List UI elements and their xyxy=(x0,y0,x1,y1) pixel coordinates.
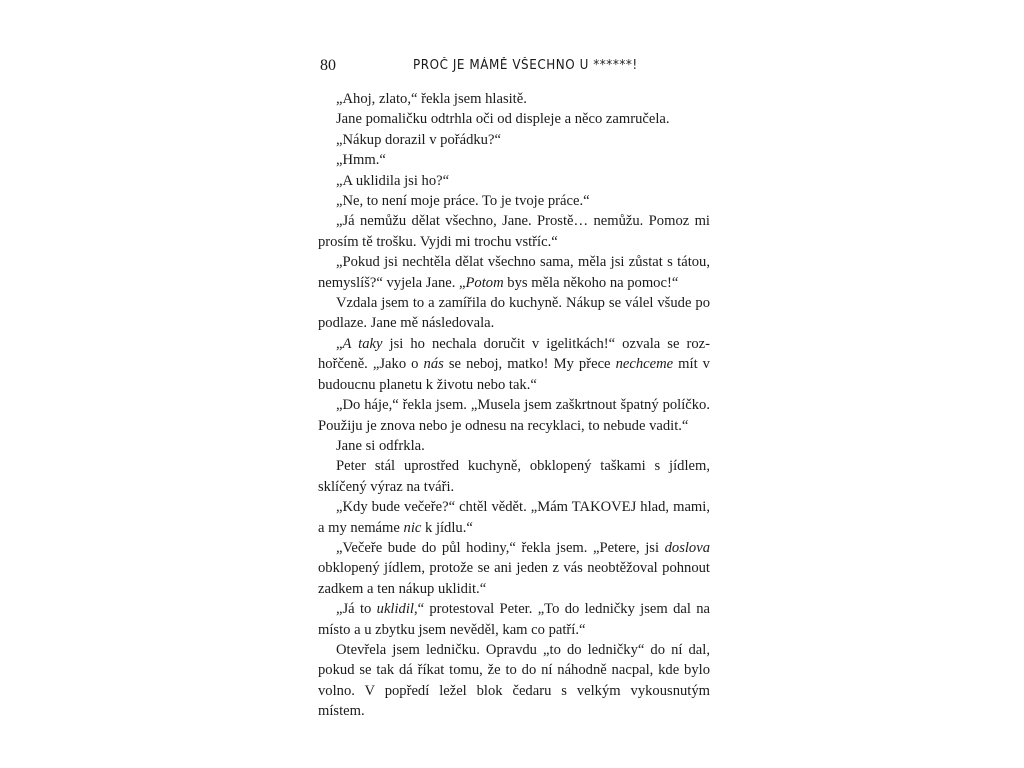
paragraph xyxy=(318,395,710,436)
text-run: ,“ protestoval Peter. „To do ledničky jsem dal na místo a u zbytku jsem nevěděl, kam co patří.“ xyxy=(318,601,710,638)
paragraph xyxy=(318,640,710,722)
body-text xyxy=(318,89,710,722)
italic-text: nás xyxy=(423,356,444,373)
paragraph xyxy=(318,89,710,109)
text-run: „Do háje,“ řekla jsem. „Musela jsem zaškrtnout špatný políčko. Použiju je znova nebo je odnesu na recyklaci, to nebude vadit.“ xyxy=(318,397,710,434)
text-run: „ xyxy=(336,335,343,352)
text-run: „Kdy bude večeře?“ chtěl vědět. „Mám TAKOVEJ hlad, mami, a my nemáme xyxy=(318,499,710,536)
text-run: „Hmm.“ xyxy=(336,152,386,169)
paragraph xyxy=(318,456,710,497)
paragraph xyxy=(318,109,710,129)
running-head xyxy=(318,55,710,77)
italic-text: nechceme xyxy=(615,356,674,373)
text-run: „Já to xyxy=(336,601,377,618)
text-run: Jane pomaličku odtrhla oči od displeje a něco zamručela. xyxy=(336,111,670,128)
text-run: Jane si odfrkla. xyxy=(336,437,425,454)
text-run: „Nákup dorazil v pořádku?“ xyxy=(336,131,501,148)
paragraph xyxy=(318,436,710,456)
chapter-title: PROČ JE MÁMĚ VŠECHNO U ******! xyxy=(413,58,638,73)
text-run: obklopený jídlem, protože se ani jeden z vás neobtěžoval pohnout zadkem a ten nákup uklidit.“ xyxy=(318,560,710,597)
text-run: jsi ho nechala doručit v igelitkách!“ ozvala se rozhořčeně. „Jako o xyxy=(318,335,710,373)
paragraph xyxy=(318,150,710,170)
paragraph xyxy=(318,171,710,191)
italic-text: nic xyxy=(403,519,422,536)
italic-text: Potom xyxy=(465,274,504,291)
text-run: Otevřela jsem ledničku. Opravdu „to do ledničky“ do ní dal, pokud se tak dá říkat tomu, že to do ní náhodně nacpal, kde bylo volno. V popředí ležel blok čedaru s velkým vykousnutým místem. xyxy=(318,641,710,720)
text-run: „Pokud jsi nechtěla dělat všechno sama, měla jsi zůstat s tátou, nemyslíš?“ vyjela Jane. „ xyxy=(318,254,710,291)
text-run: „Ahoj, zlato,“ řekla jsem hlasitě. xyxy=(336,91,527,107)
paragraph xyxy=(318,211,710,252)
text-run: Peter stál uprostřed kuchyně, obklopený taškami s jídlem, sklíčený výraz na tváři. xyxy=(318,458,710,495)
italic-text: doslova xyxy=(664,539,710,556)
paragraph xyxy=(318,599,710,640)
paragraph xyxy=(318,130,710,150)
text-run: k jídlu.“ xyxy=(421,519,473,536)
text-run: „Večeře bude do půl hodiny,“ řekla jsem. „Petere, jsi xyxy=(336,539,665,556)
text-run: „Já nemůžu dělat všechno, Jane. Prostě… nemůžu. Pomoz mi prosím tě trošku. Vyjdi mi trochu vstříc.“ xyxy=(318,213,710,250)
page-number: 80 xyxy=(320,57,336,74)
text-run: se neboj, matko! My přece xyxy=(443,356,616,373)
text-run: mít v budoucnu planetu k životu nebo tak.“ xyxy=(318,356,710,393)
paragraph xyxy=(318,191,710,211)
paragraph xyxy=(318,334,710,395)
italic-text: A taky xyxy=(342,335,383,352)
text-run: „A uklidila jsi ho?“ xyxy=(336,172,450,189)
text-run: Vzdala jsem to a zamířila do kuchyně. Nákup se válel všude po podlaze. Jane mě následovala. xyxy=(318,295,710,332)
italic-text: uklidil xyxy=(376,601,414,618)
paragraph xyxy=(318,497,710,538)
paragraph xyxy=(318,293,710,334)
paragraph xyxy=(318,252,710,293)
text-run: „Ne, to není moje práce. To je tvoje práce.“ xyxy=(336,193,590,210)
paragraph xyxy=(318,538,710,599)
text-run: bys měla někoho na pomoc!“ xyxy=(503,274,679,291)
